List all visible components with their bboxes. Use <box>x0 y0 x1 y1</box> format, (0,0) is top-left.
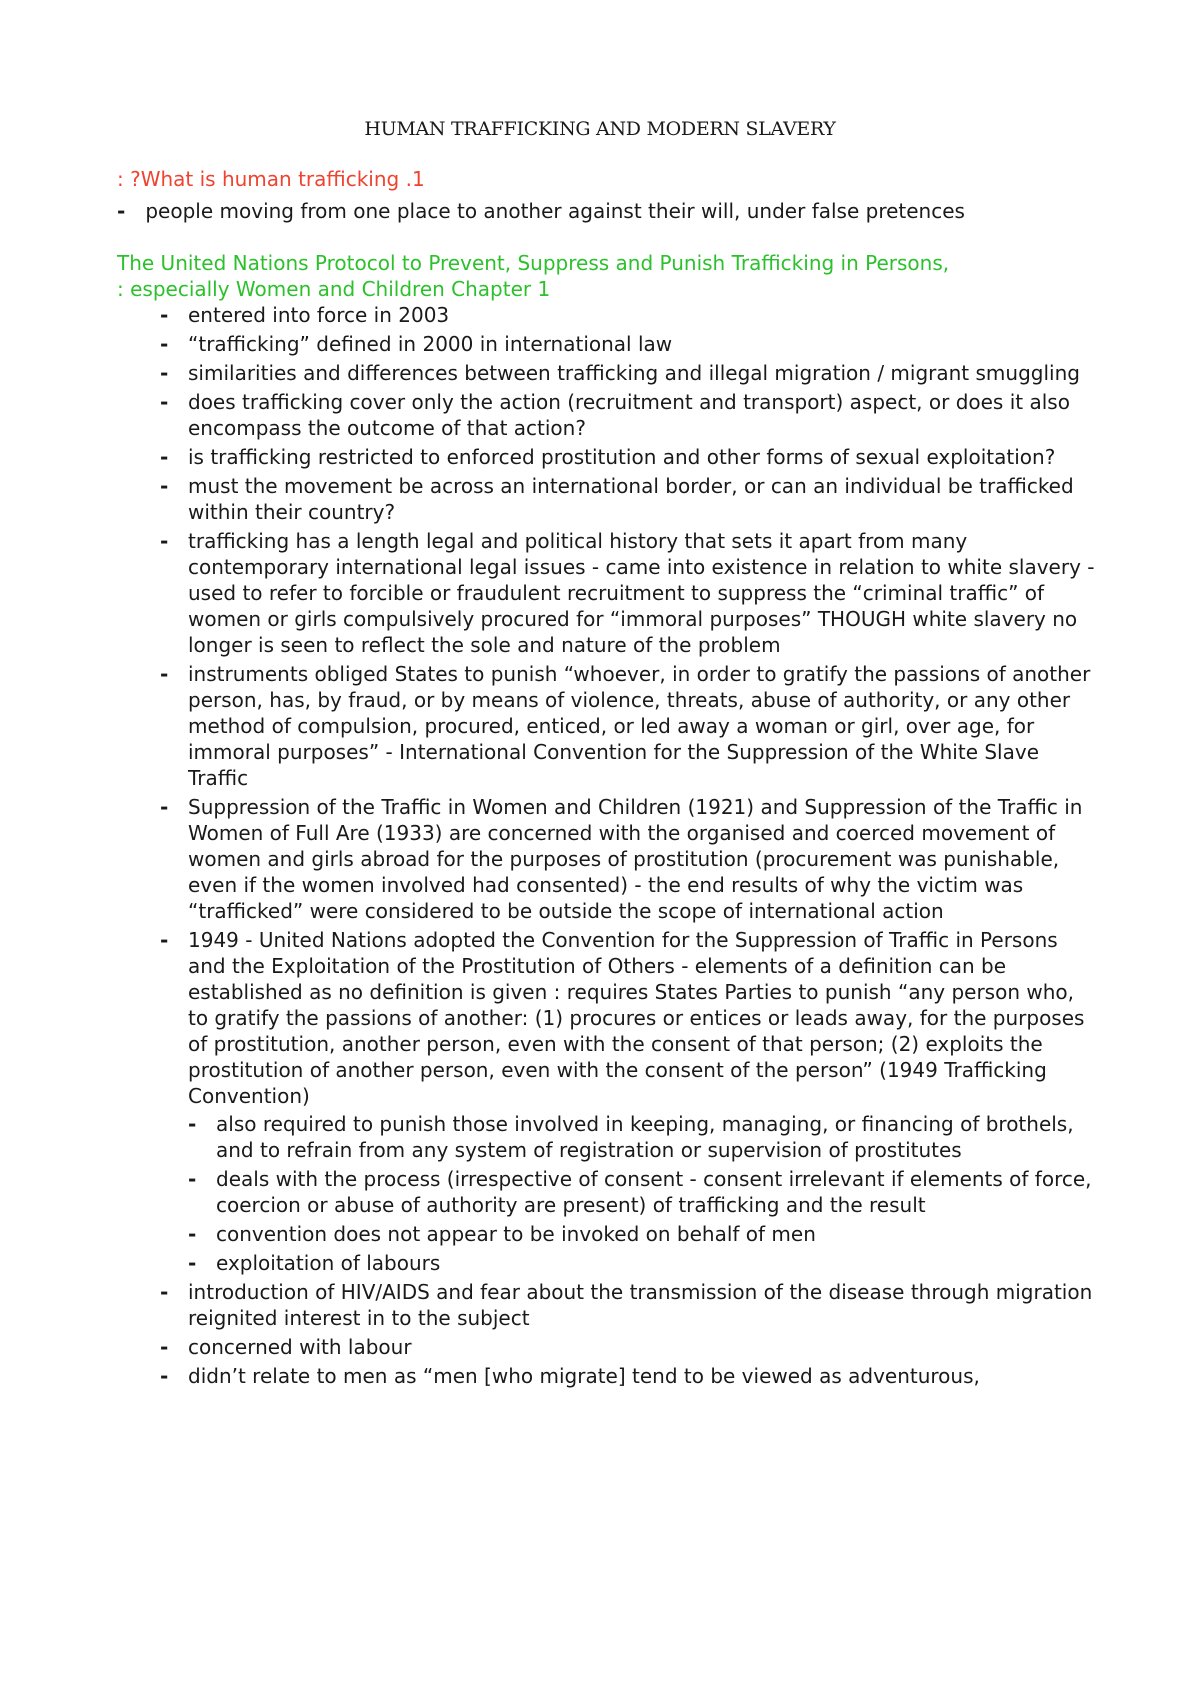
list-item-text: trafficking has a length legal and political history that sets it apart from many contemporary international legal issues - came into existence in relation to white slavery - used to refer to forcible or fraudulent recruitment to suppress the “criminal traffic” of women or girls compulsively procured for “immoral purposes” THOUGH white slavery no longer is seen to reflect the sole and nature of the problem <box>188 529 1095 657</box>
chapter-heading-line2: : especially Women and Children Chapter 1 <box>117 277 551 301</box>
list-item-text: didn’t relate to men as “men [who migrate] tend to be viewed as adventurous, <box>188 1364 980 1388</box>
chapter-heading <box>117 250 1077 302</box>
list-item-text: “trafficking” defined in 2000 in international law <box>188 332 673 356</box>
bullet-dash: - <box>160 303 169 327</box>
list-item-text: entered into force in 2003 <box>188 303 450 327</box>
bullet-dash: - <box>160 332 169 356</box>
page-title: HUMAN TRAFFICKING AND MODERN SLAVERY <box>364 118 836 140</box>
list-item <box>160 661 1095 791</box>
bullet-dash: - <box>117 199 126 223</box>
bullet-dash: - <box>188 1251 197 1275</box>
bullet-dash: - <box>160 662 169 686</box>
nested-list-item-text: convention does not appear to be invoked on behalf of men <box>216 1222 816 1246</box>
nested-list-item-text: also required to punish those involved in keeping, managing, or financing of brothels, and to refrain from any system of registration or supervision of prostitutes <box>216 1112 1074 1162</box>
intro-bullet <box>117 198 965 224</box>
list-item <box>160 1334 1095 1360</box>
nested-list-item <box>188 1166 1095 1218</box>
list-item <box>160 528 1095 658</box>
list-item-text: is trafficking restricted to enforced prostitution and other forms of sexual exploitation? <box>188 445 1056 469</box>
bullet-dash: - <box>160 1364 169 1388</box>
intro-text: people moving from one place to another against their will, under false pretences <box>145 199 965 223</box>
list-item-text: 1949 - United Nations adopted the Convention for the Suppression of Traffic in Persons and the Exploitation of the Prostitution of Others - elements of a definition can be established as no definition is given : requires States Parties to punish “any person who, to gratify the passions of another: (1) procures or entices or leads away, for the purposes of prostitution, another person, even with the consent of that person; (2) exploits the prostitution of another person, even with the consent of the person” (1949 Trafficking Convention) <box>188 928 1085 1108</box>
bullet-dash: - <box>160 1280 169 1304</box>
bullet-dash: - <box>160 361 169 385</box>
bullet-dash: - <box>188 1167 197 1191</box>
list-item <box>160 331 1095 357</box>
list-item-text: must the movement be across an international border, or can an individual be trafficked within their country? <box>188 474 1074 524</box>
list-item <box>160 473 1095 525</box>
nested-list-item <box>188 1221 1095 1247</box>
bullet-dash: - <box>160 529 169 553</box>
bullet-dash: - <box>160 445 169 469</box>
nested-list-item-text: deals with the process (irrespective of consent - consent irrelevant if elements of force, coercion or abuse of authority are present) of trafficking and the result <box>216 1167 1092 1217</box>
list-item <box>160 1279 1095 1331</box>
bullet-dash: - <box>160 474 169 498</box>
question-heading: : ?What is human trafficking .1 <box>117 167 425 191</box>
list-item-text: similarities and differences between trafficking and illegal migration / migrant smuggling <box>188 361 1080 385</box>
list-item <box>160 389 1095 441</box>
nested-list-item <box>188 1111 1095 1163</box>
chapter-heading-line1: The United Nations Protocol to Prevent, Suppress and Punish Trafficking in Persons, <box>117 251 950 275</box>
bullet-dash: - <box>160 390 169 414</box>
nested-bullet-list <box>188 1111 1095 1276</box>
bullet-dash: - <box>188 1112 197 1136</box>
list-item-text: concerned with labour <box>188 1335 412 1359</box>
bullet-dash: - <box>160 928 169 952</box>
list-item-text: instruments obliged States to punish “whoever, in order to gratify the passions of another person, has, by fraud, or by means of violence, threats, abuse of authority, or any other method of compulsion, procured, enticed, or led away a woman or girl, over age, for immoral purposes” - International Convention for the Suppression of the White Slave Traffic <box>188 662 1091 790</box>
bullet-dash: - <box>160 795 169 819</box>
list-item <box>160 927 1095 1276</box>
list-item-text: Suppression of the Traffic in Women and Children (1921) and Suppression of the Traffic in Women of Full Are (1933) are concerned with the organised and coerced movement of women and girls abroad for the purposes of prostitution (procurement was punishable, even if the women involved had consented) - the end results of why the victim was “trafficked” were considered to be outside the scope of international action <box>188 795 1083 923</box>
list-item <box>160 794 1095 924</box>
bullet-dash: - <box>160 1335 169 1359</box>
list-item <box>160 302 1095 328</box>
nested-list-item <box>188 1250 1095 1276</box>
list-item <box>160 360 1095 386</box>
list-item-text: does trafficking cover only the action (recruitment and transport) aspect, or does it also encompass the outcome of that action? <box>188 390 1070 440</box>
list-item <box>160 444 1095 470</box>
bullet-list <box>160 302 1095 1392</box>
nested-list-item-text: exploitation of labours <box>216 1251 441 1275</box>
list-item-text: introduction of HIV/AIDS and fear about the transmission of the disease through migration reignited interest in to the subject <box>188 1280 1093 1330</box>
list-item <box>160 1363 1095 1389</box>
bullet-dash: - <box>188 1222 197 1246</box>
